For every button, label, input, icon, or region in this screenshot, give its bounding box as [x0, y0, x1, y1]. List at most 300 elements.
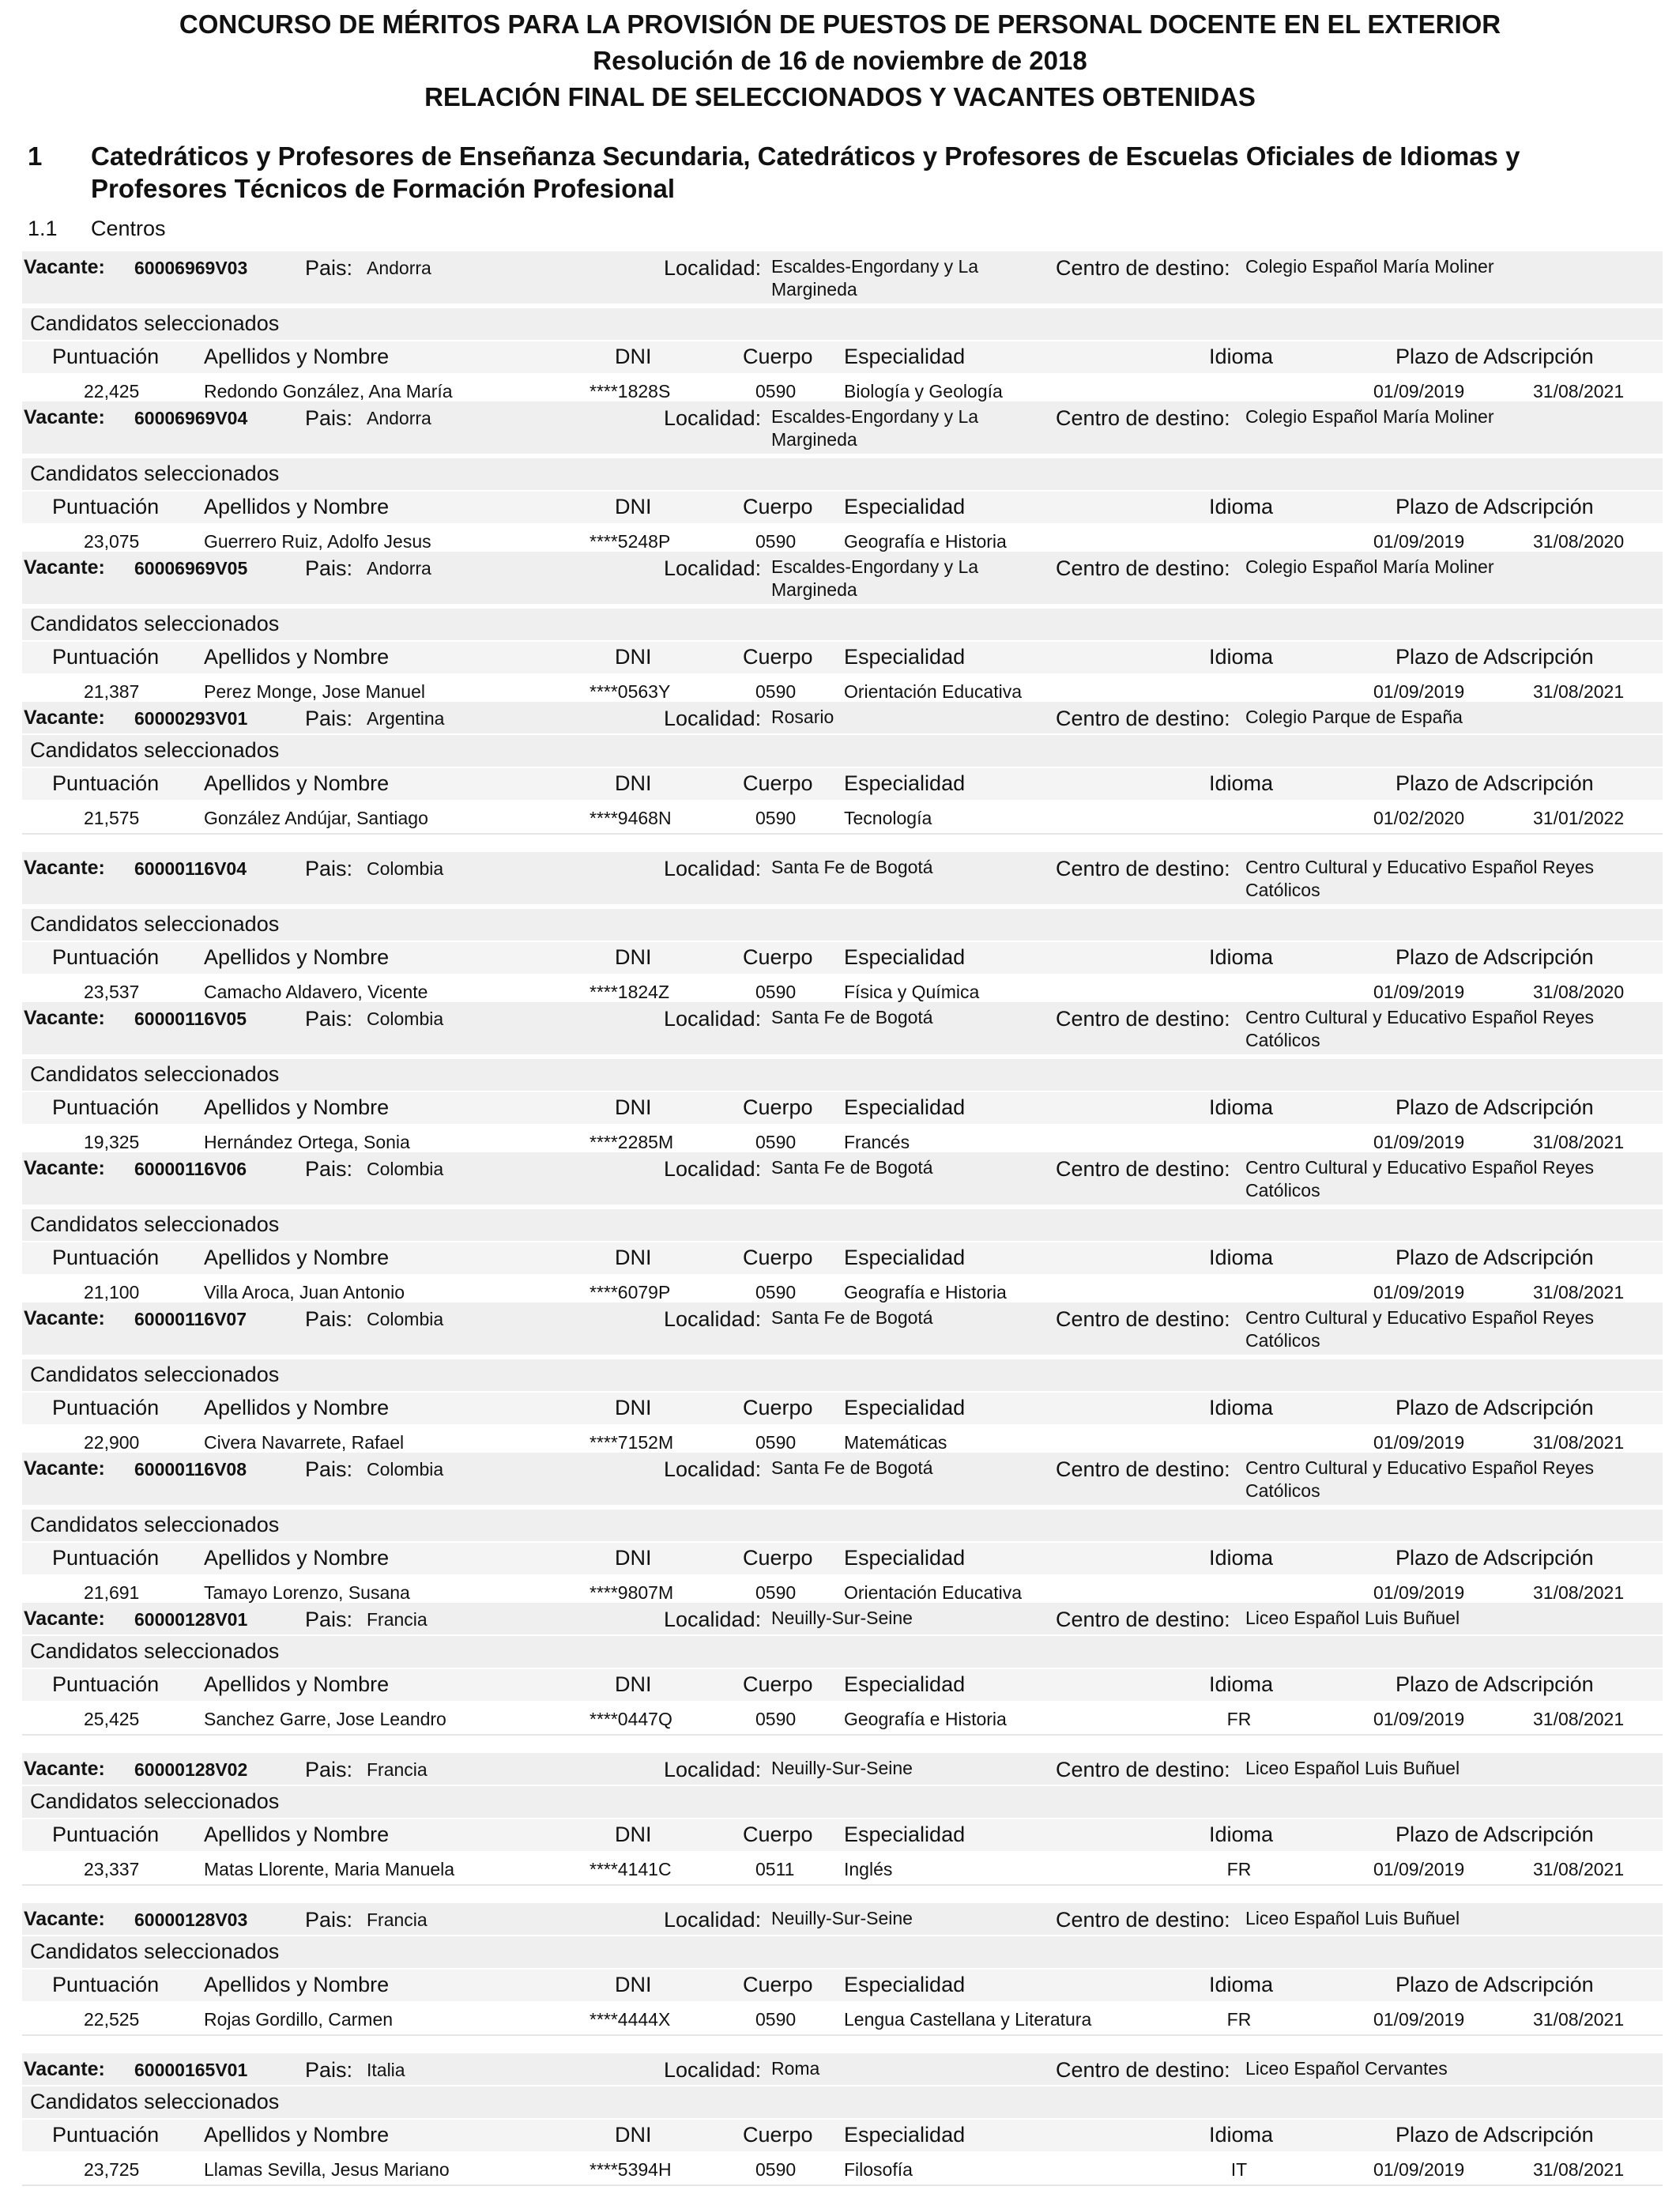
col-puntuacion: Puntuación	[52, 495, 160, 518]
candidate-table-header	[22, 642, 1663, 673]
pais-value: Francia	[367, 1909, 428, 1930]
candidatos-label: Candidatos seleccionados	[30, 1513, 280, 1536]
pais-value: Andorra	[367, 258, 431, 278]
candidate-dni: ****6079P	[590, 1282, 671, 1302]
col-idioma: Idioma	[1209, 1823, 1274, 1846]
localidad-label: Localidad:	[664, 1758, 762, 1781]
candidate-puntuacion: 21,575	[84, 808, 140, 828]
col-dni: DNI	[615, 1973, 652, 1996]
centro-value: Colegio Español María Moliner	[1245, 556, 1494, 577]
candidate-especialidad: Francés	[844, 1132, 910, 1152]
candidate-plazo-desde: 01/09/2019	[1373, 1582, 1465, 1603]
candidate-nombre: Rojas Gordillo, Carmen	[204, 2009, 394, 2030]
vacancy-row	[22, 1753, 1663, 1785]
localidad-value: Santa Fe de Bogotá	[771, 1157, 933, 1178]
candidate-especialidad: Orientación Educativa	[844, 1582, 1023, 1603]
pais-value: Andorra	[367, 408, 431, 428]
col-cuerpo: Cuerpo	[743, 945, 813, 969]
candidate-plazo-desde: 01/09/2019	[1373, 982, 1465, 1002]
candidate-cuerpo: 0590	[755, 531, 797, 552]
col-cuerpo: Cuerpo	[743, 1672, 813, 1696]
pais-label: Pais:	[305, 1608, 353, 1631]
candidate-puntuacion: 22,900	[84, 1432, 140, 1453]
col-idioma: Idioma	[1209, 345, 1274, 368]
vacante-label: Vacante:	[24, 256, 105, 278]
candidatos-row	[22, 1936, 1663, 1968]
centro-value: Colegio Parque de España	[1245, 707, 1463, 727]
candidate-cuerpo: 0590	[755, 2009, 797, 2030]
col-idioma: Idioma	[1209, 1672, 1274, 1696]
vacante-code: 60000116V07	[134, 1309, 247, 1329]
candidate-plazo-hasta: 31/08/2021	[1533, 1432, 1625, 1453]
col-apellidos-nombre: Apellidos y Nombre	[204, 495, 390, 518]
candidate-plazo-hasta: 31/08/2021	[1533, 1859, 1625, 1879]
centro-value: Liceo Español Luis Buñuel	[1245, 1608, 1460, 1628]
col-apellidos-nombre: Apellidos y Nombre	[204, 945, 390, 969]
candidatos-label: Candidatos seleccionados	[30, 1062, 280, 1086]
col-idioma: Idioma	[1209, 645, 1274, 669]
candidate-table-header	[22, 341, 1663, 373]
col-dni: DNI	[615, 345, 652, 368]
centro-label: Centro de destino:	[1056, 1007, 1230, 1031]
document-subtitle: RELACIÓN FINAL DE SELECCIONADOS Y VACANTES OBTENIDAS	[424, 82, 1256, 111]
localidad-label: Localidad:	[664, 1307, 762, 1331]
col-dni: DNI	[615, 1823, 652, 1846]
candidate-puntuacion: 22,525	[84, 2009, 140, 2030]
col-cuerpo: Cuerpo	[743, 645, 813, 669]
centro-label: Centro de destino:	[1056, 2058, 1230, 2082]
candidate-cuerpo: 0590	[755, 2159, 797, 2180]
vacancy-row	[22, 251, 1663, 303]
col-especialidad: Especialidad	[844, 1823, 966, 1846]
col-dni: DNI	[615, 1672, 652, 1696]
candidatos-row	[22, 1786, 1663, 1818]
col-especialidad: Especialidad	[844, 2123, 966, 2147]
col-idioma: Idioma	[1209, 945, 1274, 969]
vacante-code: 60000128V03	[134, 1909, 248, 1930]
col-dni: DNI	[615, 645, 652, 669]
vacante-label: Vacante:	[24, 857, 105, 879]
col-plazo-adscripcion: Plazo de Adscripción	[1396, 1672, 1594, 1696]
localidad-label: Localidad:	[664, 256, 762, 280]
vacante-label: Vacante:	[24, 1608, 105, 1630]
centro-label: Centro de destino:	[1056, 707, 1230, 730]
candidate-plazo-desde: 01/09/2019	[1373, 381, 1465, 401]
candidate-puntuacion: 19,325	[84, 1132, 140, 1152]
pais-value: Francia	[367, 1609, 428, 1630]
col-apellidos-nombre: Apellidos y Nombre	[204, 2123, 390, 2147]
candidate-table-header	[22, 1543, 1663, 1574]
col-especialidad: Especialidad	[844, 345, 966, 368]
centro-label: Centro de destino:	[1056, 406, 1230, 430]
pais-value: Colombia	[367, 858, 444, 879]
vacancy-row	[22, 2053, 1663, 2085]
candidatos-label: Candidatos seleccionados	[30, 2090, 280, 2113]
candidate-idioma: FR	[1226, 1859, 1252, 1879]
candidate-table-header	[22, 1393, 1663, 1424]
col-puntuacion: Puntuación	[52, 2123, 160, 2147]
candidate-plazo-hasta: 31/01/2022	[1533, 808, 1625, 828]
col-especialidad: Especialidad	[844, 1546, 966, 1570]
col-idioma: Idioma	[1209, 495, 1274, 518]
candidatos-label: Candidatos seleccionados	[30, 1639, 280, 1663]
col-cuerpo: Cuerpo	[743, 1246, 813, 1269]
pais-label: Pais:	[305, 1758, 353, 1781]
candidate-plazo-hasta: 31/08/2020	[1533, 982, 1625, 1002]
document-title: CONCURSO DE MÉRITOS PARA LA PROVISIÓN DE PUESTOS DE PERSONAL DOCENTE EN EL EXTERIOR	[179, 9, 1501, 39]
localidad-value: Neuilly-Sur-Seine	[771, 1908, 913, 1928]
col-apellidos-nombre: Apellidos y Nombre	[204, 1095, 390, 1119]
centro-label: Centro de destino:	[1056, 1758, 1230, 1781]
pais-value: Colombia	[367, 1459, 444, 1480]
localidad-label: Localidad:	[664, 1157, 762, 1181]
candidate-especialidad: Orientación Educativa	[844, 681, 1023, 702]
candidate-plazo-desde: 01/09/2019	[1373, 1132, 1465, 1152]
candidate-puntuacion: 23,725	[84, 2159, 140, 2180]
candidate-especialidad: Biología y Geología	[844, 381, 1003, 401]
pais-label: Pais:	[305, 556, 353, 580]
pais-label: Pais:	[305, 1908, 353, 1932]
vacante-label: Vacante:	[24, 1157, 105, 1179]
candidatos-label: Candidatos seleccionados	[30, 1212, 280, 1236]
candidatos-row	[22, 308, 1663, 340]
candidate-nombre: González Andújar, Santiago	[204, 808, 428, 828]
col-puntuacion: Puntuación	[52, 771, 160, 795]
col-idioma: Idioma	[1209, 1246, 1274, 1269]
candidatos-label: Candidatos seleccionados	[30, 612, 280, 635]
candidate-plazo-desde: 01/09/2019	[1373, 681, 1465, 702]
pais-label: Pais:	[305, 2058, 353, 2082]
candidate-plazo-hasta: 31/08/2021	[1533, 381, 1625, 401]
localidad-value: Rosario	[771, 707, 834, 727]
candidate-plazo-hasta: 31/08/2021	[1533, 681, 1625, 702]
centro-value: Centro Cultural y Educativo Español Reyes Católicos	[1245, 1457, 1595, 1501]
candidate-row	[22, 801, 1663, 835]
candidate-dni: ****1824Z	[590, 982, 670, 1002]
col-plazo-adscripcion: Plazo de Adscripción	[1396, 1973, 1594, 1996]
candidate-nombre: Guerrero Ruiz, Adolfo Jesus	[204, 531, 431, 552]
candidate-cuerpo: 0590	[755, 681, 797, 702]
col-plazo-adscripcion: Plazo de Adscripción	[1396, 945, 1594, 969]
candidatos-row	[22, 609, 1663, 640]
candidate-cuerpo: 0590	[755, 1132, 797, 1152]
localidad-value: Santa Fe de Bogotá	[771, 1307, 933, 1328]
col-dni: DNI	[615, 1546, 652, 1570]
col-dni: DNI	[615, 1095, 652, 1119]
candidate-row	[22, 1702, 1663, 1736]
col-plazo-adscripcion: Plazo de Adscripción	[1396, 771, 1594, 795]
candidate-table-header	[22, 1819, 1663, 1851]
candidate-plazo-hasta: 31/08/2021	[1533, 1132, 1625, 1152]
candidate-puntuacion: 25,425	[84, 1709, 140, 1729]
col-dni: DNI	[615, 495, 652, 518]
candidate-especialidad: Inglés	[844, 1859, 893, 1879]
candidatos-label: Candidatos seleccionados	[30, 912, 280, 936]
col-idioma: Idioma	[1209, 771, 1274, 795]
candidate-plazo-desde: 01/09/2019	[1373, 2009, 1465, 2030]
candidate-table-header	[22, 1970, 1663, 2001]
localidad-label: Localidad:	[664, 857, 762, 880]
col-idioma: Idioma	[1209, 2123, 1274, 2147]
vacante-code: 60006969V05	[134, 558, 248, 579]
col-apellidos-nombre: Apellidos y Nombre	[204, 1396, 390, 1419]
pais-label: Pais:	[305, 406, 353, 430]
vacante-code: 60006969V04	[134, 408, 248, 428]
col-idioma: Idioma	[1209, 1095, 1274, 1119]
localidad-label: Localidad:	[664, 1908, 762, 1932]
localidad-value: Santa Fe de Bogotá	[771, 857, 933, 877]
col-plazo-adscripcion: Plazo de Adscripción	[1396, 1246, 1594, 1269]
pais-value: Colombia	[367, 1159, 444, 1179]
col-dni: DNI	[615, 2123, 652, 2147]
candidate-cuerpo: 0590	[755, 1709, 797, 1729]
col-dni: DNI	[615, 1396, 652, 1419]
col-cuerpo: Cuerpo	[743, 1546, 813, 1570]
col-idioma: Idioma	[1209, 1396, 1274, 1419]
resolution-date: Resolución de 16 de noviembre de 2018	[593, 46, 1087, 75]
candidatos-label: Candidatos seleccionados	[30, 462, 280, 485]
localidad-value: Roma	[771, 2058, 820, 2079]
localidad-value: Escaldes-Engordany y La Margineda	[771, 556, 979, 600]
candidate-table-header	[22, 492, 1663, 523]
vacancy-row	[22, 1903, 1663, 1935]
candidate-dni: ****0447Q	[590, 1709, 672, 1729]
candidate-dni: ****1828S	[590, 381, 671, 401]
candidate-cuerpo: 0590	[755, 982, 797, 1002]
candidatos-label: Candidatos seleccionados	[30, 1363, 280, 1386]
pais-label: Pais:	[305, 1457, 353, 1481]
candidate-nombre: Perez Monge, Jose Manuel	[204, 681, 425, 702]
candidate-cuerpo: 0511	[755, 1859, 795, 1879]
candidate-plazo-desde: 01/09/2019	[1373, 1859, 1465, 1879]
candidate-dni: ****5248P	[590, 531, 671, 552]
candidatos-row	[22, 1359, 1663, 1391]
col-especialidad: Especialidad	[844, 1672, 966, 1696]
candidate-especialidad: Filosofía	[844, 2159, 913, 2180]
pais-value: Italia	[367, 2060, 405, 2080]
candidate-plazo-hasta: 31/08/2021	[1533, 1282, 1625, 1302]
col-dni: DNI	[615, 945, 652, 969]
candidate-puntuacion: 21,691	[84, 1582, 140, 1603]
centro-label: Centro de destino:	[1056, 1908, 1230, 1932]
col-dni: DNI	[615, 771, 652, 795]
col-especialidad: Especialidad	[844, 645, 966, 669]
vacante-label: Vacante:	[24, 556, 105, 579]
candidate-cuerpo: 0590	[755, 381, 797, 401]
col-especialidad: Especialidad	[844, 1246, 966, 1269]
candidatos-row	[22, 1510, 1663, 1541]
subsection-title: Centros	[91, 217, 166, 240]
section-title: Catedráticos y Profesores de Enseñanza Secundaria, Catedráticos y Profesores de Escuelas Oficiales de Idiomas y Profesores Técnicos de Formación Profesional	[91, 141, 1520, 203]
candidate-table-header	[22, 1669, 1663, 1701]
localidad-value: Neuilly-Sur-Seine	[771, 1608, 913, 1628]
centro-value: Centro Cultural y Educativo Español Reyes Católicos	[1245, 1157, 1595, 1201]
localidad-value: Neuilly-Sur-Seine	[771, 1758, 913, 1778]
candidate-especialidad: Matemáticas	[844, 1432, 947, 1453]
candidate-row	[22, 2153, 1663, 2186]
col-puntuacion: Puntuación	[52, 1396, 160, 1419]
vacante-label: Vacante:	[24, 1908, 105, 1930]
candidate-cuerpo: 0590	[755, 808, 797, 828]
candidate-idioma: FR	[1226, 2009, 1252, 2030]
candidate-especialidad: Geografía e Historia	[844, 1709, 1007, 1729]
pais-label: Pais:	[305, 1007, 353, 1031]
candidate-especialidad: Geografía e Historia	[844, 1282, 1007, 1302]
candidate-plazo-hasta: 31/08/2021	[1533, 1709, 1625, 1729]
centro-label: Centro de destino:	[1056, 1608, 1230, 1631]
pais-label: Pais:	[305, 857, 353, 880]
candidatos-row	[22, 458, 1663, 490]
col-puntuacion: Puntuación	[52, 1973, 160, 1996]
candidate-idioma: FR	[1226, 1709, 1252, 1729]
candidate-puntuacion: 22,425	[84, 381, 140, 401]
candidate-nombre: Sanchez Garre, Jose Leandro	[204, 1709, 446, 1729]
pais-value: Argentina	[367, 708, 445, 729]
localidad-value: Santa Fe de Bogotá	[771, 1457, 933, 1478]
candidatos-label: Candidatos seleccionados	[30, 1940, 280, 1963]
candidate-table-header	[22, 1092, 1663, 1124]
centro-value: Colegio Español María Moliner	[1245, 406, 1494, 427]
col-especialidad: Especialidad	[844, 945, 966, 969]
candidate-especialidad: Tecnología	[844, 808, 932, 828]
vacante-code: 60000116V05	[134, 1008, 247, 1029]
col-cuerpo: Cuerpo	[743, 1973, 813, 1996]
pais-label: Pais:	[305, 1307, 353, 1331]
pais-value: Francia	[367, 1759, 428, 1780]
pais-label: Pais:	[305, 1157, 353, 1181]
vacante-code: 60006969V03	[134, 258, 248, 278]
candidatos-label: Candidatos seleccionados	[30, 1789, 280, 1813]
col-puntuacion: Puntuación	[52, 345, 160, 368]
col-idioma: Idioma	[1209, 1546, 1274, 1570]
col-idioma: Idioma	[1209, 1973, 1274, 1996]
candidate-row	[22, 2003, 1663, 2036]
col-apellidos-nombre: Apellidos y Nombre	[204, 771, 390, 795]
candidate-dni: ****9807M	[590, 1582, 674, 1603]
candidate-dni: ****9468N	[590, 808, 672, 828]
candidate-plazo-desde: 01/09/2019	[1373, 1709, 1465, 1729]
candidate-especialidad: Geografía e Historia	[844, 531, 1007, 552]
candidate-plazo-desde: 01/09/2019	[1373, 1432, 1465, 1453]
col-plazo-adscripcion: Plazo de Adscripción	[1396, 1823, 1594, 1846]
vacante-code: 60000128V02	[134, 1759, 248, 1780]
candidate-cuerpo: 0590	[755, 1432, 797, 1453]
candidate-puntuacion: 21,387	[84, 681, 140, 702]
pais-value: Colombia	[367, 1309, 444, 1329]
vacante-code: 60000116V04	[134, 858, 247, 879]
candidate-puntuacion: 23,075	[84, 531, 140, 552]
col-apellidos-nombre: Apellidos y Nombre	[204, 1672, 390, 1696]
candidate-plazo-desde: 01/09/2019	[1373, 2159, 1465, 2180]
centro-label: Centro de destino:	[1056, 556, 1230, 580]
vacancy-row	[22, 1002, 1663, 1054]
centro-label: Centro de destino:	[1056, 1307, 1230, 1331]
localidad-label: Localidad:	[664, 1457, 762, 1481]
col-apellidos-nombre: Apellidos y Nombre	[204, 1246, 390, 1269]
candidatos-row	[22, 2087, 1663, 2118]
col-apellidos-nombre: Apellidos y Nombre	[204, 1973, 390, 1996]
col-cuerpo: Cuerpo	[743, 1095, 813, 1119]
candidate-dni: ****4444X	[590, 2009, 671, 2030]
vacante-label: Vacante:	[24, 1758, 105, 1780]
col-plazo-adscripcion: Plazo de Adscripción	[1396, 1095, 1594, 1119]
col-puntuacion: Puntuación	[52, 1246, 160, 1269]
candidate-plazo-hasta: 31/08/2020	[1533, 531, 1625, 552]
candidatos-label: Candidatos seleccionados	[30, 311, 280, 335]
vacancy-row	[22, 1302, 1663, 1355]
section-number: 1	[28, 141, 43, 171]
col-puntuacion: Puntuación	[52, 945, 160, 969]
localidad-label: Localidad:	[664, 707, 762, 730]
candidate-plazo-hasta: 31/08/2021	[1533, 1582, 1625, 1603]
col-plazo-adscripcion: Plazo de Adscripción	[1396, 345, 1594, 368]
candidate-table-header	[22, 1242, 1663, 1274]
candidate-cuerpo: 0590	[755, 1582, 797, 1603]
col-cuerpo: Cuerpo	[743, 495, 813, 518]
candidate-table-header	[22, 768, 1663, 800]
candidate-puntuacion: 21,100	[84, 1282, 140, 1302]
col-cuerpo: Cuerpo	[743, 1823, 813, 1846]
pais-label: Pais:	[305, 256, 353, 280]
candidate-dni: ****5394H	[590, 2159, 672, 2180]
vacancy-row	[22, 702, 1663, 733]
candidate-nombre: Camacho Aldavero, Vicente	[204, 982, 428, 1002]
candidatos-row	[22, 1636, 1663, 1668]
vacante-label: Vacante:	[24, 1007, 105, 1029]
col-cuerpo: Cuerpo	[743, 345, 813, 368]
candidate-puntuacion: 23,337	[84, 1859, 140, 1879]
centro-label: Centro de destino:	[1056, 1457, 1230, 1481]
col-especialidad: Especialidad	[844, 771, 966, 795]
candidate-especialidad: Lengua Castellana y Literatura	[844, 2009, 1092, 2030]
col-apellidos-nombre: Apellidos y Nombre	[204, 345, 390, 368]
col-apellidos-nombre: Apellidos y Nombre	[204, 1823, 390, 1846]
candidatos-row	[22, 1059, 1663, 1091]
col-especialidad: Especialidad	[844, 1396, 966, 1419]
col-plazo-adscripcion: Plazo de Adscripción	[1396, 1396, 1594, 1419]
document-header	[0, 6, 1680, 115]
vacancy-row	[22, 1453, 1663, 1505]
centro-value: Centro Cultural y Educativo Español Reyes Católicos	[1245, 857, 1595, 900]
centro-value: Centro Cultural y Educativo Español Reyes Católicos	[1245, 1307, 1595, 1351]
vacante-label: Vacante:	[24, 707, 105, 729]
candidate-especialidad: Física y Química	[844, 982, 980, 1002]
candidatos-row	[22, 735, 1663, 767]
col-puntuacion: Puntuación	[52, 1823, 160, 1846]
candidate-dni: ****2285M	[590, 1132, 674, 1152]
vacante-code: 60000128V01	[134, 1609, 248, 1630]
candidate-nombre: Tamayo Lorenzo, Susana	[204, 1582, 410, 1603]
centro-value: Liceo Español Cervantes	[1245, 2058, 1448, 2079]
col-puntuacion: Puntuación	[52, 1672, 160, 1696]
col-puntuacion: Puntuación	[52, 645, 160, 669]
localidad-label: Localidad:	[664, 406, 762, 430]
localidad-label: Localidad:	[664, 1007, 762, 1031]
vacancy-row	[22, 401, 1663, 454]
centro-value: Liceo Español Luis Buñuel	[1245, 1758, 1460, 1778]
col-especialidad: Especialidad	[844, 495, 966, 518]
subsection-number: 1.1	[28, 217, 58, 240]
candidate-nombre: Redondo González, Ana María	[204, 381, 453, 401]
localidad-label: Localidad:	[664, 556, 762, 580]
vacancy-row	[22, 1152, 1663, 1204]
localidad-value: Santa Fe de Bogotá	[771, 1007, 933, 1027]
centro-label: Centro de destino:	[1056, 1157, 1230, 1181]
col-apellidos-nombre: Apellidos y Nombre	[204, 645, 390, 669]
vacancy-row	[22, 852, 1663, 904]
candidate-nombre: Civera Navarrete, Rafael	[204, 1432, 405, 1453]
candidate-dni: ****4141C	[590, 1859, 672, 1879]
